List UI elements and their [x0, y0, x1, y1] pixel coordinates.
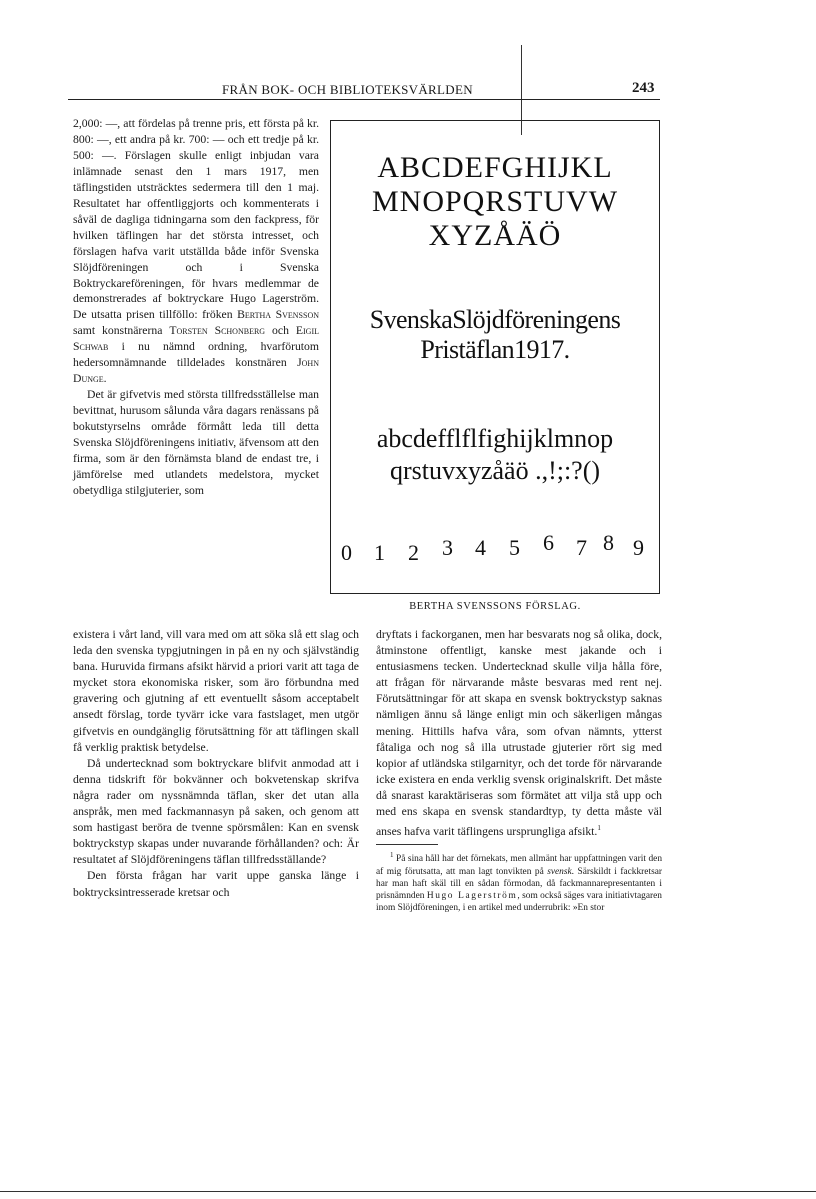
page-number: 243 [632, 80, 655, 96]
type-specimen-figure [330, 120, 660, 594]
text-run: . [103, 372, 107, 386]
digit: 6 [543, 530, 554, 555]
paragraph-2: Det är gifvetvis med största tillfredsställelse man bevittnat, hurusom sålunda våra dagars renässans på bokutstyrselns område förmått leda till detta Svenska Slöjdföreningens initiativ, äfvensom att den firma, som är den förnämsta bland de endast tre, i jämförelse med utlandets medelstora, mycket obetydliga stilgjuterier, som [73, 388, 319, 497]
footnote [376, 849, 662, 915]
text-run: i nu nämnd ordning, hvarförutom hedersomnämnande tilldelades konstnären [73, 340, 319, 370]
footnote-ref: 1 [597, 824, 601, 833]
paragraph-2-continued: existera i vårt land, vill vara med om att söka slå ett slag och leda den svenska typgjutningen in på en ny och självständig bana. Huruvida firmans afsikt härvid a priori varit att taga de mycket stora ekonomiska risker, som äro förbundna med gravering och gjutning af ett eventuellt såsom acceptabelt ansedt förslag, torde tyvärr icke vara fastslaget, men utgör gifvetvis en oundgänglig förutsättning för att täflingen skall få verklig praktisk betydelse. [73, 628, 359, 754]
digit: 5 [509, 535, 520, 560]
digit: 8 [603, 530, 614, 555]
digit: 2 [408, 540, 419, 565]
lowercase-line: qrstuvxyzåäö .,!;:?() [389, 456, 601, 485]
name-bertha-svensson: Bertha Svensson [237, 308, 320, 322]
left-column-text [73, 116, 319, 499]
footnote-marker: 1 [390, 851, 394, 860]
uppercase-line: XYZÅÄÖ [428, 219, 562, 252]
name-torsten-schonberg: Torsten Schonberg [169, 324, 266, 338]
title-line: Pristäflan1917. [420, 335, 570, 364]
paragraph-4: Den första frågan har varit uppe ganska länge i boktrycksintresserade kretsar och [73, 869, 359, 899]
paragraph-1 [73, 116, 319, 387]
page-bottom-edge [0, 1191, 816, 1192]
digit: 9 [633, 535, 644, 560]
lowercase-line: abcdefflflfighijklmnop [376, 424, 614, 453]
text-run: 2,000: —, att fördelas på trenne pris, ett första på kr. 800: —, ett andra på kr. 700: — och ett tredje på kr. 500: —. Förslagen skulle enligt inbjudan vara inlämnade senast den 1 mars 1917, men täflingstiden utsträcktes sedermera till den 1 maj. Resultatet har offentliggjorts och kommenterats i såväl de dagliga tidningarna som den fackpress, för hvilken täflingen har det största intresset, och förslagen hafva varit utställda både inför Svenska Slöjdföreningen och i Svenska Boktryckareföreningen, för hvars medlemmar de demonstrerades af boktryckare Hugo Lagerström. De utsatta prisen tillföllo: fröken [73, 117, 319, 322]
lower-left-column-text [73, 627, 359, 901]
text-run: och [265, 324, 296, 338]
name-eigil-schwab: Eigil Schwab [73, 324, 320, 354]
specimen-lowercase [331, 423, 659, 487]
text-run: . Särskildt i fackkretsar har man haft skäl till en sådan förmodan, då fackmannarepresentanten i prisnämnden [376, 866, 662, 902]
digit: 4 [475, 535, 486, 560]
title-line: SvenskaSlöjdföreningens [369, 305, 621, 334]
uppercase-line: ABCDEFGHIJKL [377, 151, 613, 184]
digit: 1 [374, 540, 385, 565]
text-run: På sina håll har det förnekats, men allmänt har uppfattningen varit den af mig förutsatta, att man lagt tonvikten på [376, 854, 663, 877]
name-john-dunge: John Dunge [73, 356, 319, 386]
emphasis: svensk [547, 866, 572, 877]
paragraph-3: Då undertecknad som boktryckare blifvit anmodad att i denna tidskrift för bokvänner och bokvetenskap skrifva några rader om nyssnämnda täflan, sker det utan alla anspråk, men med fackmannasyn på saken, och genom att som hastigast beröra de tvenne spörsmålen: Kan en svensk boktryckstyp skapas under nuvarande förhållanden? och: Är resultatet af Slöjdföreningens täflan tillfredsställande? [73, 756, 359, 867]
text-run: samt konstnärerna [73, 324, 170, 338]
specimen-digits [341, 530, 651, 567]
text-run: , som också säges vara initiativtagaren inom Slöjdföreningen, i en artikel med underrubrik: »En stor [376, 891, 662, 914]
lower-right-column-text [376, 627, 662, 915]
paragraph-4-continued [376, 627, 662, 840]
figure-caption: BERTHA SVENSSONS FÖRSLAG. [409, 601, 581, 612]
digit: 3 [442, 535, 453, 560]
text-run: dryftats i fackorganen, men har besvarats nog så olika, dock, åtminstone offentligt, kanske mest jakande och i entusiasmens tecken. Undertecknad skulle vilja hålla före, att frågan för närvarande måste besvaras med rent nej. Förutsättningar för att skapa en svensk boktryckstyp saknas nämligen ännu så länge enligt min och säkerligen mångas mening. Hittills hafva våra, som ofvan nämnts, ytterst fåtaliga och nog så illa utrustade gjuterier rört sig med kopior af utländska stilgarnityr, och det torde för närvarande icke existera en enda verklig svensk originalskrift. Det måste då snarast karaktäriseras som förmätet att vilja stå upp och med ens skapa en svensk standardtyp, ty detta måste väl anses hafva varit täflingens ursprungliga afsikt. [376, 628, 662, 839]
footnote-rule [376, 844, 438, 845]
uppercase-line: MNOPQRSTUVW [371, 185, 619, 218]
name-hugo-lagerstrom: Hugo Lagerström [426, 891, 518, 902]
running-header: FRÅN BOK- OCH BIBLIOTEKSVÄRLDEN [222, 82, 473, 97]
digit: 0 [341, 540, 352, 565]
digit: 7 [576, 535, 587, 560]
specimen-uppercase [331, 151, 659, 253]
header-rule [68, 99, 660, 100]
specimen-title [331, 305, 659, 365]
